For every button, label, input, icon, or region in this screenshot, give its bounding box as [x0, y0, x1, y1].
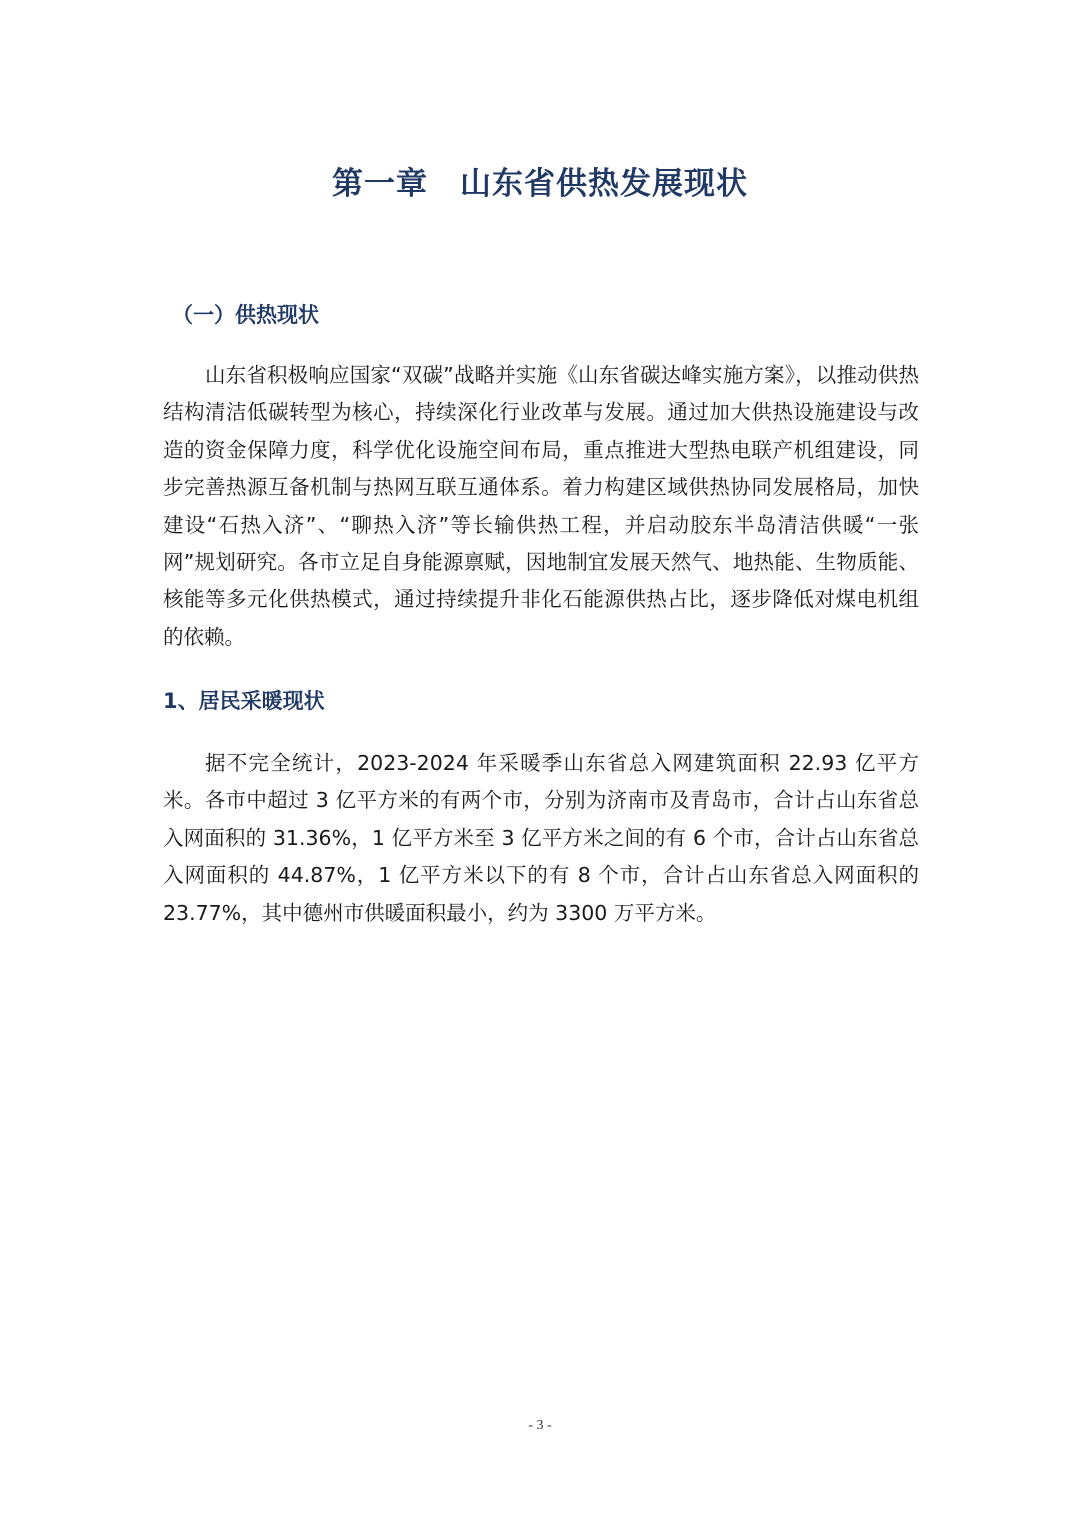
- paragraph-heating-status: 山东省积极响应国家“双碳”战略并实施《山东省碳达峰实施方案》，以推动供热结构清洁低碳转型为核心，持续深化行业改革与发展。通过加大供热设施建设与改造的资金保障力度，科学优化设施空间布局，重点推进大型热电联产机组建设，同步完善热源互备机制与热网互联互通体系。着力构建区域供热协同发展格局，加快建设“石热入济”、“聊热入济”等长输供热工程，并启动胶东半岛清洁供暖“一张网”规划研究。各市立足自身能源禀赋，因地制宜发展天然气、地热能、生物质能、核能等多元化供热模式，通过持续提升非化石能源供热占比，逐步降低对煤电机组的依赖。: [163, 363, 919, 649]
- paragraph-residential-heating: 据不完全统计，2023-2024 年采暖季山东省总入网建筑面积 22.93 亿平方米。各市中超过 3 亿平方米的有两个市，分别为济南市及青岛市，合计占山东省总入网面积的 31.36%，1 亿平方米至 3 亿平方米之间的有 6 个市，合计占山东省总入网面积的 44.87%，1 亿平方米以下的有 8 个市，合计占山东省总入网面积的 23.77%，其中德州市供暖面积最小，约为 3300 万平方米。: [163, 751, 919, 925]
- section-heading-heating-status: （一）供热现状: [172, 303, 319, 327]
- page-number: - 3 -: [528, 1418, 552, 1433]
- chapter-title: 第一章 山东省供热发展现状: [332, 166, 748, 202]
- section-heading-residential-heating: 1、居民采暖现状: [163, 689, 325, 713]
